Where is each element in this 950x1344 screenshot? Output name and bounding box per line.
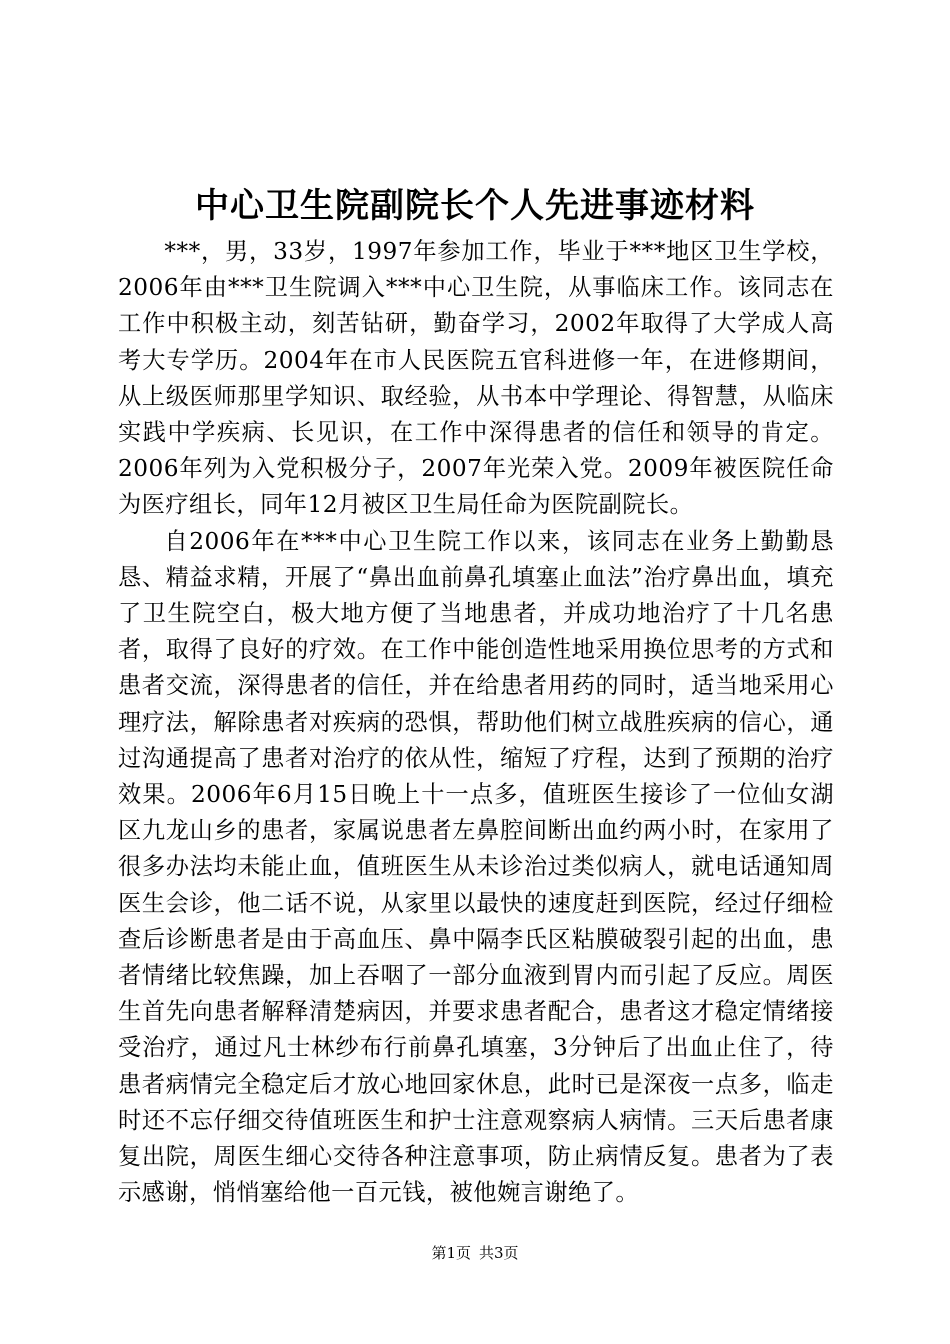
paragraph-1: ***，男，33岁，1997年参加工作，毕业于***地区卫生学校，2006年由***卫生院调入***中心卫生院，从事临床工作。该同志在工作中积极主动，刻苦钻研，勤奋学习，2002年取得了大学成人高考大专学历。2004年在市人民医院五官科进修一年，在进修期间，从上级医师那里学知识、取经验，从书本中学理论、得智慧，从临床实践中学疾病、长见识，在工作中深得患者的信任和领导的肯定。2006年列为入党积极分子，2007年光荣入党。2009年被医院任命为医疗组长，同年12月被区卫生局任命为医院副院长。 xyxy=(118,238,834,519)
document-body xyxy=(118,234,834,1211)
page-number: 第1页 xyxy=(431,1244,471,1262)
document-title: 中心卫生院副院长个人先进事迹材料 xyxy=(195,186,755,226)
page-total: 共3页 xyxy=(479,1244,519,1262)
paragraph-2: 自2006年在***中心卫生院工作以来，该同志在业务上勤勤恳恳、精益求精，开展了“鼻出血前鼻孔填塞止血法”治疗鼻出血，填充了卫生院空白，极大地方便了当地患者，并成功地治疗了十几名患者，取得了良好的疗效。在工作中能创造性地采用换位思考的方式和患者交流，深得患者的信任，并在给患者用药的同时，适当地采用心理疗法，解除患者对疾病的恐惧，帮助他们树立战胜疾病的信心，通过沟通提高了患者对治疗的依从性，缩短了疗程，达到了预期的治疗效果。2006年6月15日晚上十一点多，值班医生接诊了一位仙女湖区九龙山乡的患者，家属说患者左鼻腔间断出血约两小时，在家用了很多办法均未能止血，值班医生从未诊治过类似病人，就电话通知周医生会诊，他二话不说，从家里以最快的速度赶到医院，经过仔细检查后诊断患者是由于高血压、鼻中隔李氏区粘膜破裂引起的出血，患者情绪比较焦躁，加上吞咽了一部分血液到胃内而引起了反应。周医生首先向患者解释清楚病因，并要求患者配合，患者这才稳定情绪接受治疗，通过凡士林纱布行前鼻孔填塞，3分钟后了出血止住了，待患者病情完全稳定后才放心地回家休息，此时已是深夜一点多，临走时还不忘仔细交待值班医生和护士注意观察病人病情。三天后患者康复出院，周医生细心交待各种注意事项，防止病情反复。患者为了表示感谢，悄悄塞给他一百元钱，被他婉言谢绝了。 xyxy=(118,527,834,1207)
page-footer xyxy=(0,1243,950,1263)
